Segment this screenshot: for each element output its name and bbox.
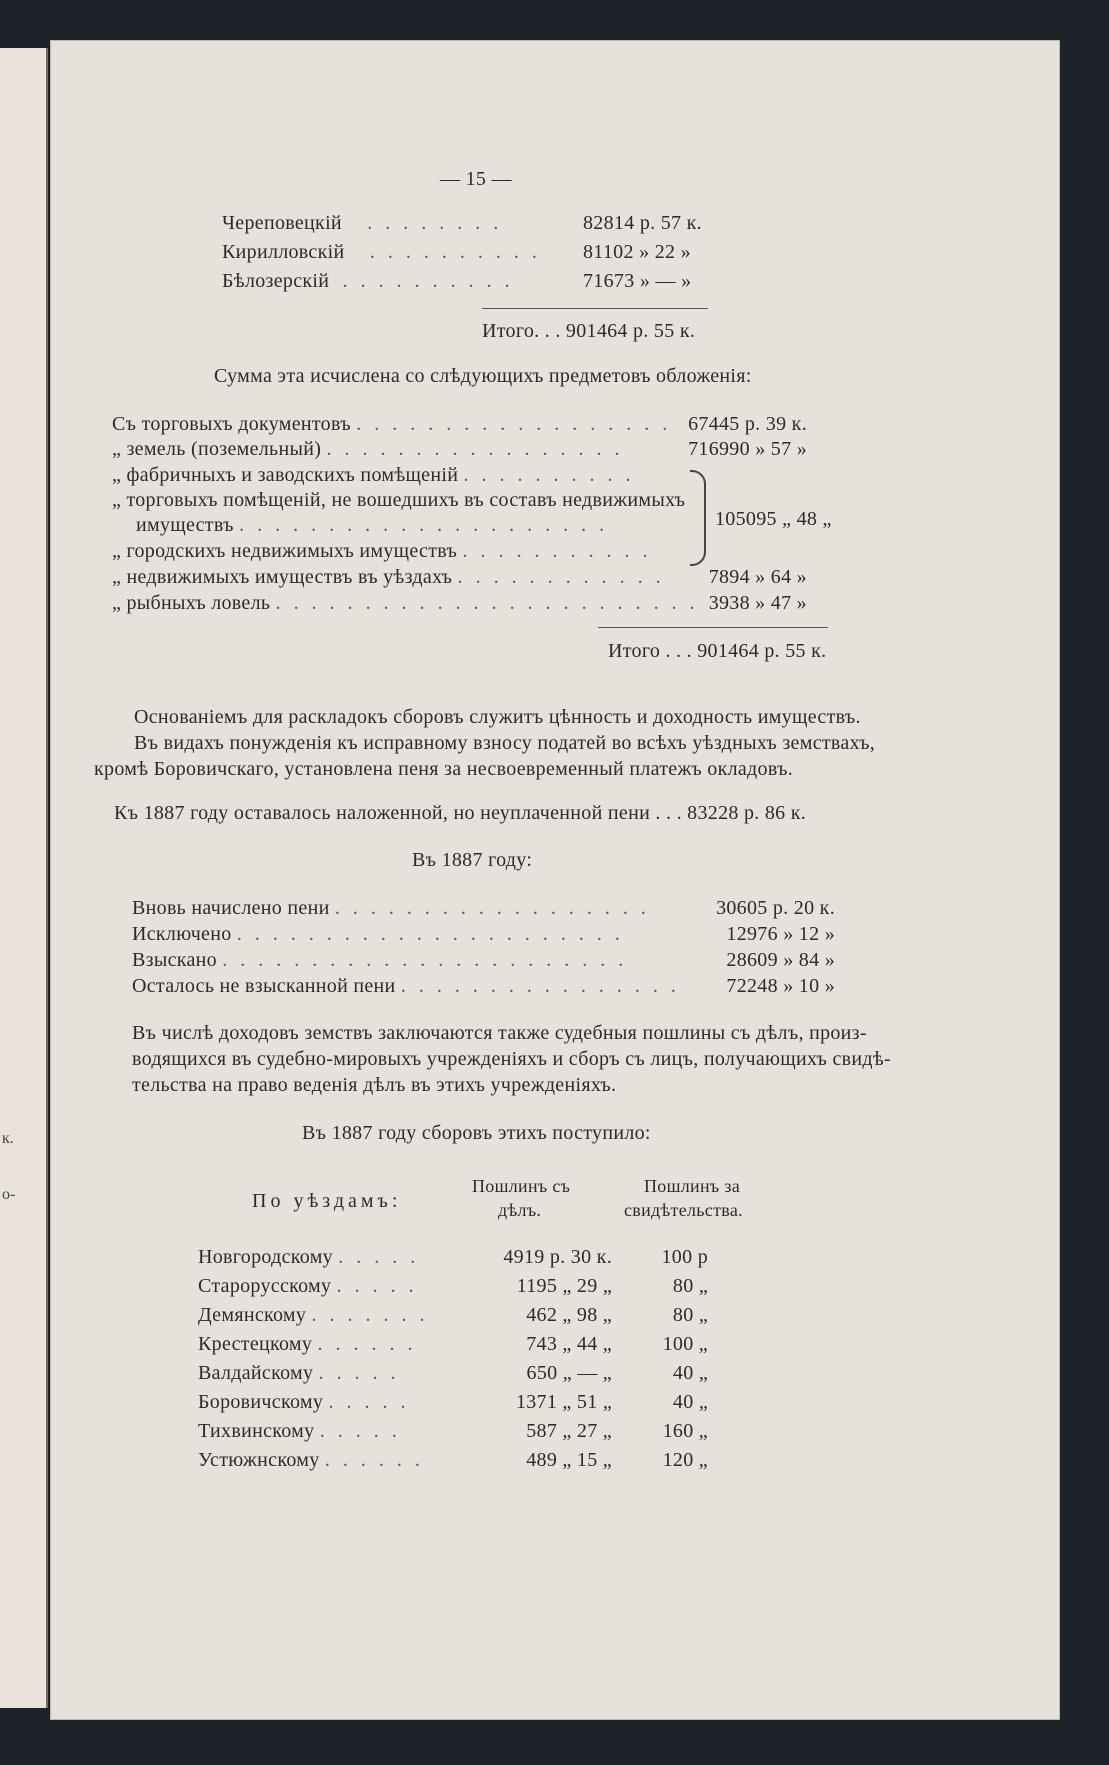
- fees-row-name: [198, 1304, 429, 1327]
- source-label: „ рыбныхъ ловель: [112, 592, 271, 614]
- leader-dots: . . . . .: [338, 1246, 420, 1268]
- fees-col-cases-sub: дѣлъ.: [498, 1200, 542, 1220]
- source-row: [112, 413, 671, 436]
- left-page-fragment: к.: [2, 1130, 14, 1147]
- leader-dots: . . . . .: [328, 1391, 410, 1413]
- fees-row-name: [198, 1333, 417, 1356]
- penalty-row: [132, 923, 624, 946]
- leader-dots: . . . . . . . . . . . . . . . . . . . . .: [239, 514, 609, 536]
- leader-dots: . . . . . . . . . .: [342, 270, 514, 292]
- leader-dots: . . . . .: [336, 1275, 418, 1297]
- leader-dots: . . . . . . . . . . . . . . . . .: [326, 438, 624, 460]
- leader-dots: . . . . . . . . . . . . . . . . . . . . . .: [236, 923, 624, 945]
- source-row: [112, 592, 699, 615]
- source-row: [112, 540, 651, 563]
- fees-row-cases: 587 „ 27 „: [526, 1420, 612, 1442]
- kopecks-value: 57: [660, 212, 682, 234]
- source-row: [136, 514, 608, 537]
- leader-dots: . . . . . . . . . . .: [462, 540, 652, 562]
- fees-row-cases: 1371 „ 51 „: [515, 1391, 612, 1413]
- source-row: [112, 438, 623, 461]
- brace: [690, 470, 706, 566]
- fees-row-cases: 489 „ 15 „: [526, 1449, 612, 1471]
- fees-row-name: [198, 1362, 400, 1385]
- penalty-label: Вновь начислено пени: [132, 897, 330, 919]
- fees-col-cert: Пошлинъ за: [644, 1176, 741, 1196]
- district-name: Череповецкій: [222, 212, 342, 234]
- fees-row-name: [198, 1275, 418, 1298]
- page-number: — 15 —: [440, 168, 512, 190]
- leader-dots: . . . . .: [318, 1362, 400, 1384]
- left-page-edge: [0, 48, 48, 1708]
- source-label: „ торговыхъ помѣщеній, не вошедшихъ въ составъ недвижимыхъ: [112, 489, 686, 511]
- sources-heading: Сумма эта исчислена со слѣдующихъ предметовъ обложенія:: [214, 365, 752, 387]
- district-name: Валдайскому: [198, 1362, 314, 1384]
- paragraph-line: водящихся въ судебно-мировыхъ учрежденіяхъ и сборъ съ лицъ, получающихъ свидѣ-: [132, 1048, 891, 1070]
- district-amount: [583, 241, 691, 264]
- arrears-line: Къ 1887 году оставалось наложенной, но неуплаченной пени . . . 83228 р. 86 к.: [114, 802, 807, 824]
- total-sources: Итого . . . 901464 р. 55 к.: [608, 640, 827, 662]
- source-label: „ недвижимыхъ имуществъ въ уѣздахъ: [112, 566, 453, 588]
- source-value: 67445 р. 39 к.: [688, 413, 807, 435]
- district-name: Новгородскому: [198, 1246, 333, 1268]
- paragraph-line: Основаніемъ для раскладокъ сборовъ служитъ цѣнность и доходность имуществъ.: [134, 706, 861, 728]
- fees-row-cases: 462 „ 98 „: [526, 1304, 612, 1326]
- penalty-value: 72248 » 10 »: [726, 975, 835, 997]
- fees-col-cases: Пошлинъ съ: [472, 1176, 571, 1196]
- leader-dots: . . . . . . . . . .: [369, 241, 541, 263]
- rubles-unit: р.: [639, 212, 656, 234]
- source-label: „ городскихъ недвижимыхъ имуществъ: [112, 540, 458, 562]
- paragraph-line: кромѣ Боровичскаго, установлена пеня за несвоевременный платежъ окладовъ.: [94, 758, 794, 780]
- source-label: Съ торговыхъ документовъ: [112, 413, 351, 435]
- fees-heading: Въ 1887 году сборовъ этихъ поступило:: [302, 1122, 651, 1144]
- district-name: Тихвинскому: [198, 1420, 315, 1442]
- rubles-unit: »: [639, 241, 650, 263]
- penalty-value: 12976 » 12 »: [726, 923, 835, 945]
- penalty-label: Исключено: [132, 923, 232, 945]
- leader-dots: . . . . . . . . . . . . . . . . . .: [334, 897, 650, 919]
- total-top: Итого. . . 901464 р. 55 к.: [482, 320, 696, 342]
- fees-row-name: [198, 1449, 424, 1472]
- kopecks-unit: »: [681, 270, 692, 292]
- source-row: [112, 464, 635, 487]
- fees-row-cert: 100 р: [661, 1246, 708, 1268]
- document-page: [50, 40, 1060, 1720]
- paragraph-line: тельства на право веденія дѣлъ въ этихъ учрежденіяхъ.: [132, 1074, 617, 1096]
- district-name: Кирилловскій: [222, 241, 345, 263]
- leader-dots: . . . . . . . . . . . . . . . . . . . . . . . .: [275, 592, 699, 614]
- source-row: [112, 489, 685, 512]
- district-row: [222, 270, 514, 293]
- source-value: 3938 » 47 »: [708, 592, 807, 614]
- fees-row-cert: 40 „: [672, 1391, 708, 1413]
- rubles-unit: »: [639, 270, 651, 292]
- fees-row-cert: 100 „: [662, 1333, 708, 1355]
- fees-row-cert: 40 „: [672, 1362, 708, 1384]
- fees-row-cases: 743 „ 44 „: [526, 1333, 612, 1355]
- rubles-value: 71673: [583, 270, 635, 292]
- leader-dots: . . . . . . . . . .: [463, 464, 635, 486]
- penalty-row: [132, 949, 627, 972]
- district-amount: [583, 270, 691, 293]
- left-page-fragment: о-: [2, 1186, 16, 1203]
- district-row: [222, 241, 541, 264]
- fees-row-cases: 4919 р. 30 к.: [503, 1246, 612, 1268]
- rubles-value: 81102: [583, 241, 634, 263]
- penalty-row: [132, 975, 680, 998]
- leader-dots: . . . . . . . .: [367, 212, 503, 234]
- sum-rule: [482, 308, 708, 309]
- leader-dots: . . . . . . . . . . . . . . . . . .: [356, 413, 672, 435]
- source-label: „ земель (поземельный): [112, 438, 322, 460]
- kopecks-unit: »: [680, 241, 691, 263]
- kopecks-value: 22: [654, 241, 676, 263]
- fees-col-cert-sub: свидѣтельства.: [624, 1200, 743, 1220]
- fees-row-cases: 1195 „ 29 „: [516, 1275, 612, 1297]
- braced-value: 105095 „ 48 „: [715, 508, 832, 530]
- fees-row-cases: 650 „ — „: [526, 1362, 612, 1384]
- source-value: 7894 » 64 »: [708, 566, 807, 588]
- penalty-row: [132, 897, 650, 920]
- leader-dots: . . . . . .: [317, 1333, 417, 1355]
- fees-row-cert: 80 „: [672, 1275, 708, 1297]
- section-heading-1887: Въ 1887 году:: [412, 849, 533, 871]
- district-amount: [583, 212, 702, 235]
- district-name: Старорусскому: [198, 1275, 332, 1297]
- leader-dots: . . . . . . . . . . . .: [457, 566, 665, 588]
- district-name: Боровичскому: [198, 1391, 324, 1413]
- district-name: Бѣлозерскій: [222, 270, 330, 292]
- source-label: имуществъ: [136, 514, 234, 536]
- paragraph-line: Въ видахъ понужденія къ исправному взносу податей во всѣхъ уѣздныхъ земствахъ,: [134, 732, 876, 754]
- district-name: Крестецкому: [198, 1333, 313, 1355]
- fees-row-cert: 80 „: [672, 1304, 708, 1326]
- rubles-value: 82814: [583, 212, 635, 234]
- penalty-value: 28609 » 84 »: [726, 949, 835, 971]
- leader-dots: . . . . .: [319, 1420, 401, 1442]
- paragraph-line: Въ числѣ доходовъ земствъ заключаются также судебныя пошлины съ дѣлъ, произ-: [132, 1022, 867, 1044]
- penalty-value: 30605 р. 20 к.: [716, 897, 835, 919]
- kopecks-unit: к.: [686, 212, 702, 234]
- fees-col-district: По уѣздамъ:: [252, 1190, 402, 1212]
- kopecks-value: —: [655, 270, 676, 292]
- fees-row-name: [198, 1246, 419, 1269]
- source-row: [112, 566, 665, 589]
- penalty-label: Взыскано: [132, 949, 217, 971]
- fees-row-cert: 160 „: [662, 1420, 708, 1442]
- source-label: „ фабричныхъ и заводскихъ помѣщеній: [112, 464, 459, 486]
- leader-dots: . . . . . . .: [311, 1304, 429, 1326]
- sum-rule: [598, 627, 828, 628]
- fees-row-cert: 120 „: [662, 1449, 708, 1471]
- fees-row-name: [198, 1420, 401, 1443]
- district-name: Демянскому: [198, 1304, 307, 1326]
- source-value: 716990 » 57 »: [688, 438, 807, 460]
- leader-dots: . . . . . . . . . . . . . . . . . . . . . . .: [222, 949, 628, 971]
- fees-row-name: [198, 1391, 409, 1414]
- district-row: [222, 212, 502, 235]
- district-name: Устюжнскому: [198, 1449, 320, 1471]
- leader-dots: . . . . . .: [324, 1449, 424, 1471]
- leader-dots: . . . . . . . . . . . . . . . .: [400, 975, 680, 997]
- penalty-label: Осталось не взысканной пени: [132, 975, 396, 997]
